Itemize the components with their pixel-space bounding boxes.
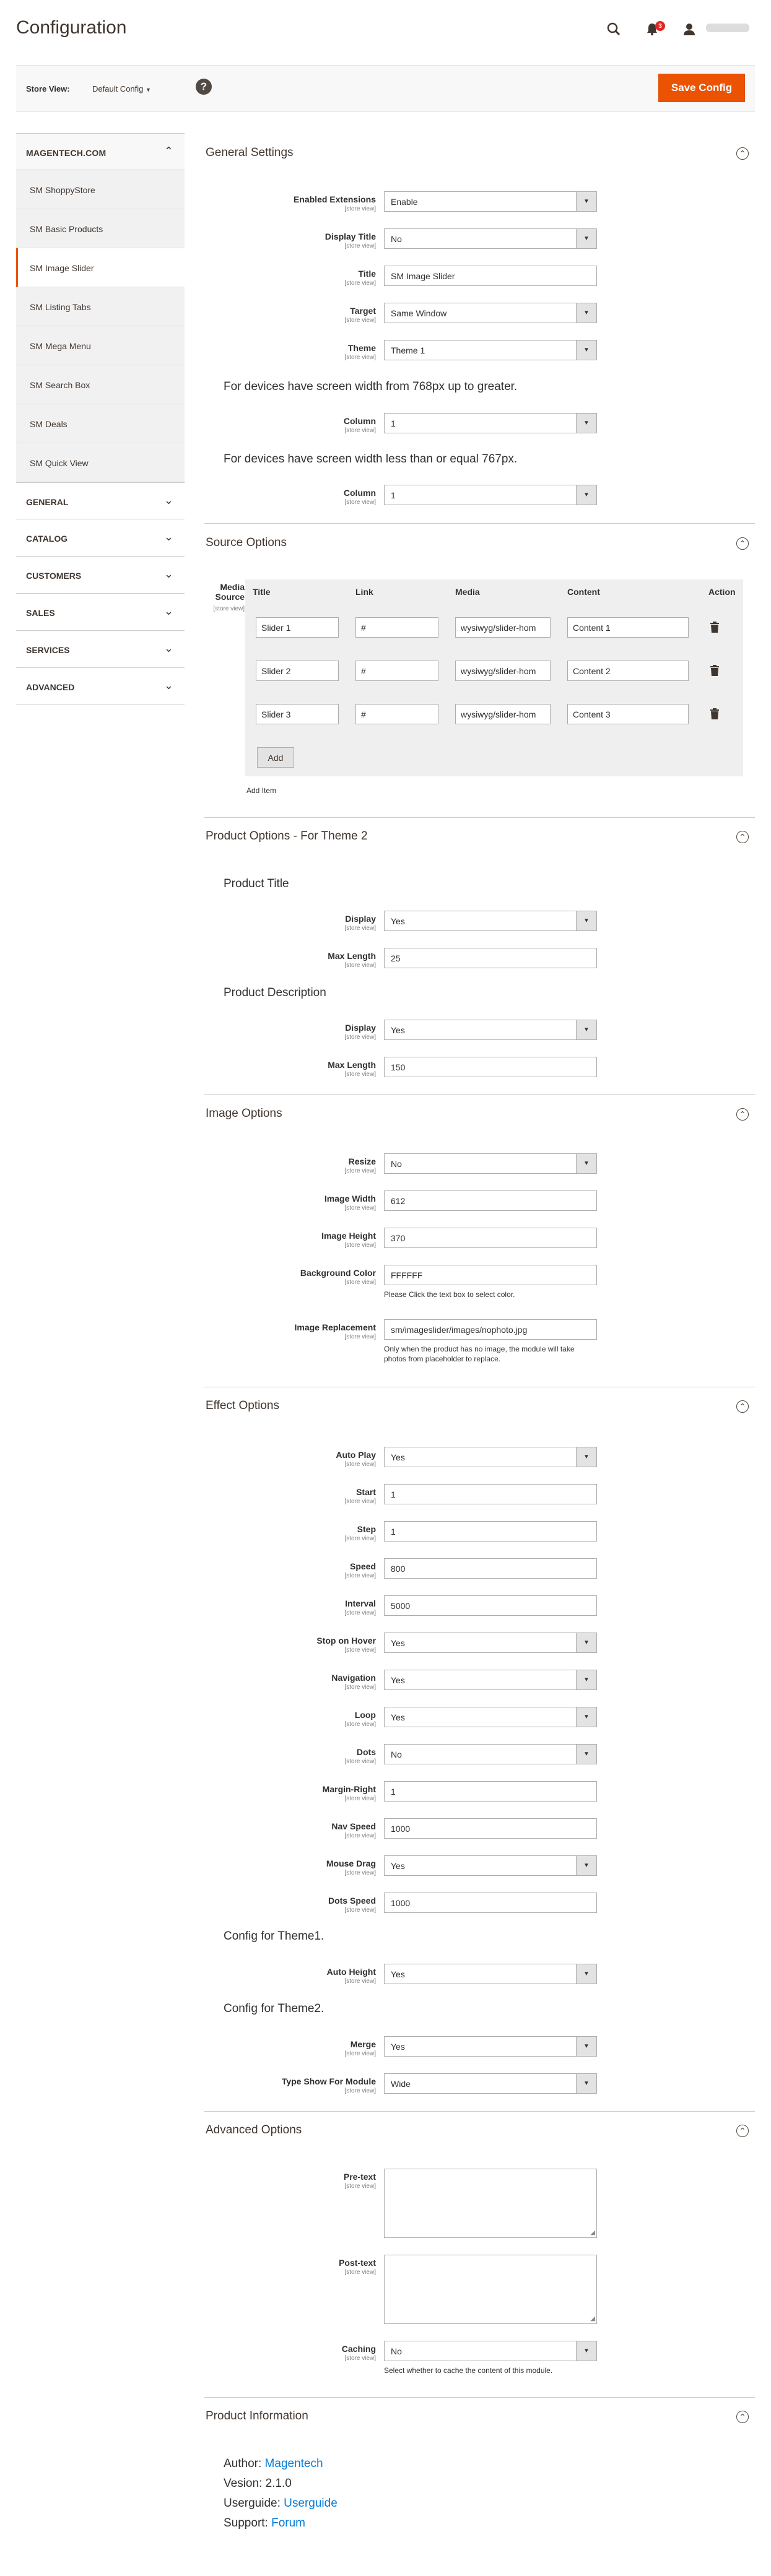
info-userguide xyxy=(224,2497,338,2510)
sidebar-item-label: SM Quick View xyxy=(30,458,89,468)
dropdown-arrow-icon: ▼ xyxy=(576,1154,596,1173)
sidebar-item-label: SM Deals xyxy=(30,419,68,429)
image-replacement-note: Only when the product has no image, the module will take photos from placeholder to replace. xyxy=(384,1345,575,1363)
background-color-note: Please Click the text box to select color. xyxy=(384,1290,515,1299)
store-view-value: Default Config xyxy=(92,84,144,93)
column-header-content: Content xyxy=(567,587,600,597)
config-sidebar xyxy=(16,133,185,705)
field-scope: [store view] xyxy=(344,206,376,212)
trash-icon[interactable] xyxy=(708,664,721,677)
dropdown-arrow-icon: ▼ xyxy=(576,1670,596,1689)
section-divider xyxy=(204,2111,755,2112)
sidebar-tab-services[interactable] xyxy=(16,631,185,668)
column-header-media: Media xyxy=(455,587,480,597)
field-label: Mouse Drag xyxy=(326,1858,376,1868)
store-view-switcher[interactable] xyxy=(92,84,151,93)
background-color-input[interactable]: FFFFFF xyxy=(384,1265,597,1285)
sidebar-tab-customers[interactable] xyxy=(16,557,185,594)
field-scope: [store view] xyxy=(344,1034,376,1041)
save-config-button[interactable]: Save Config xyxy=(658,74,745,102)
collapse-icon[interactable]: ⌃ xyxy=(736,1400,749,1413)
select-value: 1 xyxy=(391,418,396,428)
version-value: 2.1.0 xyxy=(265,2477,292,2490)
section-divider xyxy=(204,523,755,524)
sidebar-item-search-box[interactable] xyxy=(16,365,185,404)
section-divider xyxy=(204,2397,755,2398)
collapse-icon[interactable]: ⌃ xyxy=(736,1108,749,1121)
sidebar-item-image-slider[interactable] xyxy=(16,248,185,287)
info-label: Support: xyxy=(224,2517,268,2530)
sidebar-item-label: SM ShoppyStore xyxy=(30,185,95,195)
info-support xyxy=(224,2517,305,2530)
section-title: Product Options - For Theme 2 xyxy=(206,830,368,843)
dropdown-arrow-icon: ▼ xyxy=(576,1447,596,1467)
info-label: Userguide: xyxy=(224,2497,281,2510)
resize-grip-icon[interactable]: ◢ xyxy=(590,2315,595,2322)
sidebar-tab-label: CUSTOMERS xyxy=(26,571,82,581)
section-title: Product Information xyxy=(206,2409,308,2422)
page-header xyxy=(0,0,771,65)
pre-text-textarea[interactable] xyxy=(384,2169,597,2238)
row-title-input[interactable]: Slider 3 xyxy=(256,704,339,724)
navigation-select[interactable] xyxy=(384,1670,597,1690)
dropdown-arrow-icon: ▼ xyxy=(576,340,596,360)
notification-badge: 3 xyxy=(655,21,665,31)
field-scope: [store view] xyxy=(344,925,376,932)
select-value: Yes xyxy=(391,1675,405,1685)
sidebar-item-label: SM Mega Menu xyxy=(30,341,91,351)
field-label: Max Length xyxy=(328,951,376,961)
field-scope: [store view] xyxy=(213,605,245,612)
field-scope: [store view] xyxy=(344,962,376,969)
select-value: Yes xyxy=(391,1452,405,1462)
sidebar-group-label: MAGENTECH.COM xyxy=(26,148,107,158)
subheading-theme2: Config for Theme2. xyxy=(224,2002,325,2015)
field-label: Display Title xyxy=(325,232,376,241)
field-scope: [store view] xyxy=(344,1461,376,1468)
column-narrow-select[interactable] xyxy=(384,485,597,505)
dropdown-arrow-icon: ▼ xyxy=(576,2341,596,2361)
dropdown-arrow-icon: ▼ xyxy=(576,192,596,211)
dropdown-arrow-icon: ▼ xyxy=(576,1707,596,1727)
display-title-select[interactable] xyxy=(384,228,597,249)
image-height-input[interactable]: 370 xyxy=(384,1228,597,1248)
collapse-icon[interactable]: ⌃ xyxy=(736,2411,749,2423)
post-text-textarea[interactable] xyxy=(384,2255,597,2324)
field-label: Nav Speed xyxy=(331,1821,376,1831)
sidebar-item-label: SM Search Box xyxy=(30,380,90,390)
sidebar-item-deals[interactable] xyxy=(16,404,185,443)
trash-icon[interactable] xyxy=(708,620,721,634)
section-advanced-options[interactable] xyxy=(204,2123,755,2148)
select-value: Yes xyxy=(391,1638,405,1648)
sidebar-tab-sales[interactable] xyxy=(16,594,185,631)
enabled-extensions-select[interactable] xyxy=(384,191,597,212)
field-label: Dots xyxy=(356,1747,376,1757)
column-header-title: Title xyxy=(253,587,271,597)
loop-select[interactable] xyxy=(384,1707,597,1727)
row-link-input[interactable]: # xyxy=(355,704,438,724)
field-label: Auto Play xyxy=(336,1450,376,1460)
field-label: Post-text xyxy=(339,2258,376,2268)
caret-down-icon: ▼ xyxy=(146,87,151,93)
sidebar-item-label: SM Basic Products xyxy=(30,224,103,234)
dropdown-arrow-icon: ▼ xyxy=(576,1856,596,1875)
interval-input[interactable]: 5000 xyxy=(384,1595,597,1616)
product-title-display-select[interactable] xyxy=(384,911,597,931)
stop-on-hover-select[interactable] xyxy=(384,1633,597,1653)
start-input[interactable]: 1 xyxy=(384,1484,597,1504)
store-view-bar xyxy=(16,65,755,112)
section-divider xyxy=(204,1094,755,1095)
select-value: Same Window xyxy=(391,308,447,318)
target-select[interactable] xyxy=(384,303,597,323)
field-label: Navigation xyxy=(331,1673,376,1683)
section-product-options[interactable] xyxy=(204,830,755,854)
field-scope: [store view] xyxy=(344,2050,376,2057)
field-scope: [store view] xyxy=(344,1535,376,1542)
chevron-down-icon: ⌄ xyxy=(163,642,173,654)
field-label: Interval xyxy=(345,1598,376,1608)
sidebar-group-magentech[interactable] xyxy=(16,133,185,170)
field-label: Display xyxy=(345,914,376,924)
field-label: Caching xyxy=(341,2344,376,2354)
subheading-theme1: Config for Theme1. xyxy=(224,1930,325,1943)
field-label: Theme xyxy=(347,343,376,353)
sidebar-tab-label: CATALOG xyxy=(26,534,68,544)
select-value: No xyxy=(391,1750,402,1759)
column-header-action: Action xyxy=(708,587,736,597)
speed-input[interactable]: 800 xyxy=(384,1558,597,1579)
field-scope: [store view] xyxy=(344,1205,376,1212)
product-description-max-length-input[interactable]: 150 xyxy=(384,1057,597,1077)
field-label: Type Show For Module xyxy=(281,2076,376,2086)
step-input[interactable]: 1 xyxy=(384,1521,597,1542)
sidebar-tab-advanced[interactable] xyxy=(16,668,185,705)
info-label: Author: xyxy=(224,2457,262,2470)
sidebar-tab-label: ADVANCED xyxy=(26,682,75,692)
field-scope: [store view] xyxy=(344,317,376,324)
field-label: Max Length xyxy=(328,1060,376,1070)
sidebar-item-label: SM Image Slider xyxy=(30,263,94,273)
field-label: Display xyxy=(345,1023,376,1033)
userguide-link[interactable]: Userguide xyxy=(284,2497,338,2510)
field-scope: [store view] xyxy=(344,1242,376,1249)
field-label: Start xyxy=(356,1487,376,1497)
type-show-select[interactable] xyxy=(384,2073,597,2094)
product-title-max-length-input[interactable]: 25 xyxy=(384,948,597,968)
chevron-down-icon: ⌄ xyxy=(163,679,173,692)
field-scope: [store view] xyxy=(344,427,376,434)
author-link[interactable]: Magentech xyxy=(264,2457,323,2470)
search-icon[interactable] xyxy=(606,21,622,37)
store-view-label: Store View: xyxy=(26,84,70,93)
info-author xyxy=(224,2457,323,2471)
select-value: Yes xyxy=(391,2042,405,2052)
dropdown-arrow-icon: ▼ xyxy=(576,1745,596,1764)
collapse-icon[interactable]: ⌃ xyxy=(736,537,749,550)
field-scope: [store view] xyxy=(344,2088,376,2094)
dots-speed-input[interactable]: 1000 xyxy=(384,1893,597,1913)
row-title-input[interactable]: Slider 2 xyxy=(256,661,339,681)
section-title: General Settings xyxy=(206,146,294,159)
field-label: Merge xyxy=(350,2039,376,2049)
select-value: Yes xyxy=(391,916,405,926)
sidebar-tab-label: GENERAL xyxy=(26,497,69,507)
select-value: Yes xyxy=(391,1025,405,1035)
field-scope: [store view] xyxy=(344,1870,376,1876)
section-general-settings[interactable] xyxy=(204,146,755,171)
sidebar-item-listing-tabs[interactable] xyxy=(16,287,185,326)
field-scope: [store view] xyxy=(344,1498,376,1505)
sidebar-tab-label: SERVICES xyxy=(26,645,70,655)
row-media-input[interactable]: wysiwyg/slider-hom xyxy=(455,617,551,638)
select-value: No xyxy=(391,2346,402,2356)
column-wide-select[interactable] xyxy=(384,413,597,433)
field-scope: [store view] xyxy=(344,1721,376,1728)
field-label: Loop xyxy=(354,1710,376,1720)
chevron-down-icon: ⌄ xyxy=(163,494,173,506)
section-title: Advanced Options xyxy=(206,2123,302,2136)
section-source-options[interactable] xyxy=(204,536,755,561)
subheading-narrow-screen: For devices have screen width less than or equal 767px. xyxy=(224,453,518,466)
sidebar-tab-catalog[interactable] xyxy=(16,519,185,557)
dropdown-arrow-icon: ▼ xyxy=(576,1020,596,1039)
field-label: Background Color xyxy=(300,1268,376,1278)
nav-speed-input[interactable]: 1000 xyxy=(384,1818,597,1839)
field-label: Margin-Right xyxy=(322,1784,376,1794)
field-scope: [store view] xyxy=(344,280,376,287)
row-content-input[interactable]: Content 1 xyxy=(567,617,689,638)
info-version xyxy=(224,2477,292,2491)
field-label: Enabled Extensions xyxy=(293,194,376,204)
field-label: Column xyxy=(343,416,376,426)
help-icon[interactable]: ? xyxy=(196,79,212,95)
row-media-input[interactable]: wysiwyg/slider-hom xyxy=(455,704,551,724)
field-scope: [store view] xyxy=(344,1572,376,1579)
field-label: Dots Speed xyxy=(328,1896,376,1906)
field-scope: [store view] xyxy=(344,2183,376,2190)
collapse-icon[interactable]: ⌃ xyxy=(736,2125,749,2137)
field-label: Image Replacement xyxy=(294,1322,376,1332)
field-label: Image Height xyxy=(321,1231,376,1241)
section-title: Image Options xyxy=(206,1107,282,1120)
subheading-product-title: Product Title xyxy=(224,877,289,890)
field-scope: [store view] xyxy=(344,1758,376,1765)
field-label: Target xyxy=(350,306,376,316)
section-divider xyxy=(204,817,755,818)
dropdown-arrow-icon: ▼ xyxy=(576,911,596,930)
select-value: 1 xyxy=(391,490,396,500)
field-label: Column xyxy=(343,488,376,498)
field-label: Step xyxy=(357,1524,376,1534)
field-scope: [store view] xyxy=(344,1978,376,1985)
row-content-input[interactable]: Content 2 xyxy=(567,661,689,681)
field-scope: [store view] xyxy=(344,1334,376,1340)
caching-note: Select whether to cache the content of this module. xyxy=(384,2366,553,2375)
margin-right-input[interactable]: 1 xyxy=(384,1781,597,1802)
dropdown-arrow-icon: ▼ xyxy=(576,303,596,323)
chevron-up-icon: ⌃ xyxy=(163,145,173,157)
chevron-down-icon: ⌄ xyxy=(163,605,173,617)
field-scope: [store view] xyxy=(344,1832,376,1839)
field-scope: [store view] xyxy=(344,1279,376,1286)
add-row-button[interactable]: Add xyxy=(257,747,294,768)
select-value: Yes xyxy=(391,1712,405,1722)
section-product-information[interactable] xyxy=(204,2409,755,2434)
caching-select[interactable] xyxy=(384,2341,597,2361)
field-scope: [store view] xyxy=(344,2355,376,2362)
dropdown-arrow-icon: ▼ xyxy=(576,485,596,505)
sidebar-item-basic-products[interactable] xyxy=(16,209,185,248)
add-item-link[interactable]: Add Item xyxy=(246,786,277,795)
image-replacement-input[interactable]: sm/imageslider/images/nophoto.jpg xyxy=(384,1319,597,1340)
collapse-icon[interactable]: ⌃ xyxy=(736,147,749,160)
select-value: Yes xyxy=(391,1969,405,1979)
field-label: Speed xyxy=(349,1561,376,1571)
field-scope: [store view] xyxy=(344,243,376,249)
subheading-product-description: Product Description xyxy=(224,986,326,999)
auto-height-select[interactable] xyxy=(384,1964,597,1984)
sidebar-tab-label: SALES xyxy=(26,608,55,618)
chevron-down-icon: ⌄ xyxy=(163,568,173,580)
theme-select[interactable] xyxy=(384,340,597,360)
section-title: Source Options xyxy=(206,536,287,549)
field-scope: [store view] xyxy=(344,1071,376,1078)
dropdown-arrow-icon: ▼ xyxy=(576,414,596,433)
resize-select[interactable] xyxy=(384,1153,597,1174)
sidebar-tab-general[interactable] xyxy=(16,482,185,519)
section-title: Effect Options xyxy=(206,1399,279,1412)
row-link-input[interactable]: # xyxy=(355,617,438,638)
field-label: Auto Height xyxy=(326,1967,376,1977)
field-scope: [store view] xyxy=(344,1684,376,1691)
field-label: Media Source xyxy=(215,582,245,602)
field-label: Title xyxy=(358,269,376,279)
user-icon[interactable] xyxy=(681,21,697,37)
auto-play-select[interactable] xyxy=(384,1447,597,1467)
field-label: Pre-text xyxy=(343,2172,376,2182)
mouse-drag-select[interactable] xyxy=(384,1855,597,1876)
field-scope: [store view] xyxy=(344,1795,376,1802)
field-scope: [store view] xyxy=(344,499,376,506)
sidebar-item-shoppystore[interactable] xyxy=(16,170,185,209)
field-scope: [store view] xyxy=(344,1168,376,1174)
media-source-table xyxy=(245,579,743,776)
resize-grip-icon[interactable]: ◢ xyxy=(590,2229,595,2236)
image-width-input[interactable]: 612 xyxy=(384,1190,597,1211)
select-value: Theme 1 xyxy=(391,345,425,355)
sidebar-item-label: SM Listing Tabs xyxy=(30,302,91,312)
support-link[interactable]: Forum xyxy=(271,2517,306,2530)
sidebar-item-quick-view[interactable] xyxy=(16,443,185,482)
dots-select[interactable] xyxy=(384,1744,597,1764)
sidebar-item-mega-menu[interactable] xyxy=(16,326,185,365)
section-image-options[interactable] xyxy=(204,1107,755,1132)
column-header-link: Link xyxy=(355,587,373,597)
collapse-icon[interactable]: ⌃ xyxy=(736,831,749,843)
user-name-blurred[interactable] xyxy=(706,24,749,32)
field-scope: [store view] xyxy=(344,2269,376,2276)
row-title-input[interactable]: Slider 1 xyxy=(256,617,339,638)
field-label: Resize xyxy=(348,1156,376,1166)
info-label: Vesion: xyxy=(224,2477,263,2490)
title-input[interactable]: SM Image Slider xyxy=(384,266,597,286)
section-effect-options[interactable] xyxy=(204,1399,755,1424)
dropdown-arrow-icon: ▼ xyxy=(576,2074,596,2093)
trash-icon[interactable] xyxy=(708,707,721,721)
field-label: Stop on Hover xyxy=(316,1636,376,1646)
merge-select[interactable] xyxy=(384,2036,597,2057)
dropdown-arrow-icon: ▼ xyxy=(576,1964,596,1984)
field-label: Image Width xyxy=(324,1194,376,1203)
field-scope: [store view] xyxy=(344,1647,376,1654)
field-scope: [store view] xyxy=(344,1610,376,1616)
subheading-wide-screen: For devices have screen width from 768px up to greater. xyxy=(224,380,518,393)
select-value: Enable xyxy=(391,197,418,207)
chevron-down-icon: ⌄ xyxy=(163,531,173,543)
product-description-display-select[interactable] xyxy=(384,1020,597,1040)
row-media-input[interactable]: wysiwyg/slider-hom xyxy=(455,661,551,681)
select-value: No xyxy=(391,1159,402,1169)
select-value: No xyxy=(391,234,402,244)
dropdown-arrow-icon: ▼ xyxy=(576,1633,596,1652)
field-scope: [store view] xyxy=(344,1907,376,1914)
select-value: Yes xyxy=(391,1861,405,1871)
dropdown-arrow-icon: ▼ xyxy=(576,2037,596,2056)
field-scope: [store view] xyxy=(344,354,376,361)
row-link-input[interactable]: # xyxy=(355,661,438,681)
page-title: Configuration xyxy=(16,17,127,38)
select-value: Wide xyxy=(391,2079,411,2089)
row-content-input[interactable]: Content 3 xyxy=(567,704,689,724)
dropdown-arrow-icon: ▼ xyxy=(576,229,596,248)
